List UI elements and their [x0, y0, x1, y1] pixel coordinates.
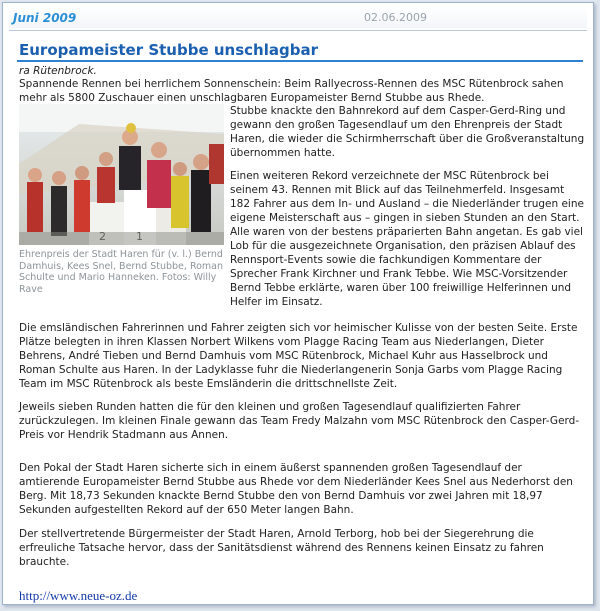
dateline: ra Rütenbrock.	[19, 65, 97, 77]
paragraph-record: Stubbe knackte den Bahnrekord auf dem Casper-Gerd-Ring und gewann den großen Tagesendlauf um den Ehrenpreis der Stadt Haren, die wieder die Schirmherrschaft über die Großveranstaltung übernommen hatte.	[230, 105, 585, 159]
source-link[interactable]: http://www.neue-oz.de	[19, 588, 138, 603]
header-divider	[9, 30, 587, 31]
article-headline: Europameister Stubbe unschlagbar	[19, 41, 318, 59]
date-label: 02.06.2009	[364, 11, 427, 24]
article-panel	[2, 2, 594, 605]
paragraph-finals: Jeweils sieben Runden hatten die für den kleinen und großen Tagesendlauf qualifizierten Fahrer zurückzulegen. Im kleinen Finale gewann das Team Fredy Malzahn vom MSC Rütenbrock den Casper-Gerd-Preis vor Hendrik Stadmann aus Annen.	[19, 401, 580, 441]
podium-photo-image	[19, 104, 224, 245]
paragraph-participants: Einen weiteren Rekord verzeichnete der MSC Rütenbrock bei seinem 43. Rennen mit Blick auf das Teilnehmerfeld. Insgesamt 182 Fahrer aus dem In- und Ausland – die Niederländer trugen eine eigene Meisterschaft aus – gingen in sieben Stunden an den Start. Alle waren von der bestens präparierten Bahn angetan. Es gab viel Lob für die ausgezeichnete Organisation, den präzisen Ablauf des Rennsport-Events sowie die fachkundigen Kommentare der Sprecher Frank Kirchner und Frank Tebbe. Wie MSC-Vorsitzender Bernd Tebbe erklärte, waren über 100 freiwillige Helferinnen und Helfer im Einsatz.	[230, 170, 584, 308]
photo-caption: Ehrenpreis der Stadt Haren für (v. l.) Bernd Damhuis, Kees Snel, Bernd Stubbe, Roman Schulte und Mario Hanneken. Fotos: Willy Rave	[19, 249, 224, 295]
paragraph-trophy: Den Pokal der Stadt Haren sicherte sich in einem äußerst spannenden großen Tagesendlauf der amtierende Europameister Bernd Stubbe aus Rhede vor dem Niederländer Kees Snel aus Nederhorst den Berg. Mit 18,73 Sekunden knackte Bernd Stubbe den von Bernd Damhuis vor zwei Jahren mit 18,97 Sekunden aufgestellten Rekord auf der 650 Meter langen Bahn.	[19, 462, 573, 516]
podium-photo	[19, 104, 224, 245]
month-label: Juni 2009	[13, 11, 77, 25]
paragraph-closing: Der stellvertretende Bürgermeister der Stadt Haren, Arnold Terborg, hob bei der Siegerehrung die erfreuliche Tatsache hervor, dass der Sanitätsdienst während des Rennens keinen Einsatz zu fahren brauchte.	[19, 528, 544, 568]
header-bar	[9, 6, 587, 28]
paragraph-local-results: Die emsländischen Fahrerinnen und Fahrer zeigten sich vor heimischer Kulisse von der besten Seite. Erste Plätze belegten in ihren Klassen Norbert Wilkens vom Plagge Racing Team aus Niederlangen, Dieter Behrens, André Tieben und Bernd Damhuis vom MSC Rütenbrock, Michael Kuhr aus Hasselbrock und Roman Schulte aus Haren. In der Ladyklasse fuhr die Niederlangenerin Sonja Garbs vom Plagge Racing Team im MSC Rütenbrock als beste Emsländerin die drittschnellste Zeit.	[19, 322, 578, 390]
intro-paragraph: Spannende Rennen bei herrlichem Sonnenschein: Beim Rallyecross-Rennen des MSC Rütenbrock sahen mehr als 5800 Zuschauer einen unschlagbaren Europameister Bernd Stubbe aus Rhede.	[19, 78, 564, 104]
headline-divider	[17, 60, 583, 62]
